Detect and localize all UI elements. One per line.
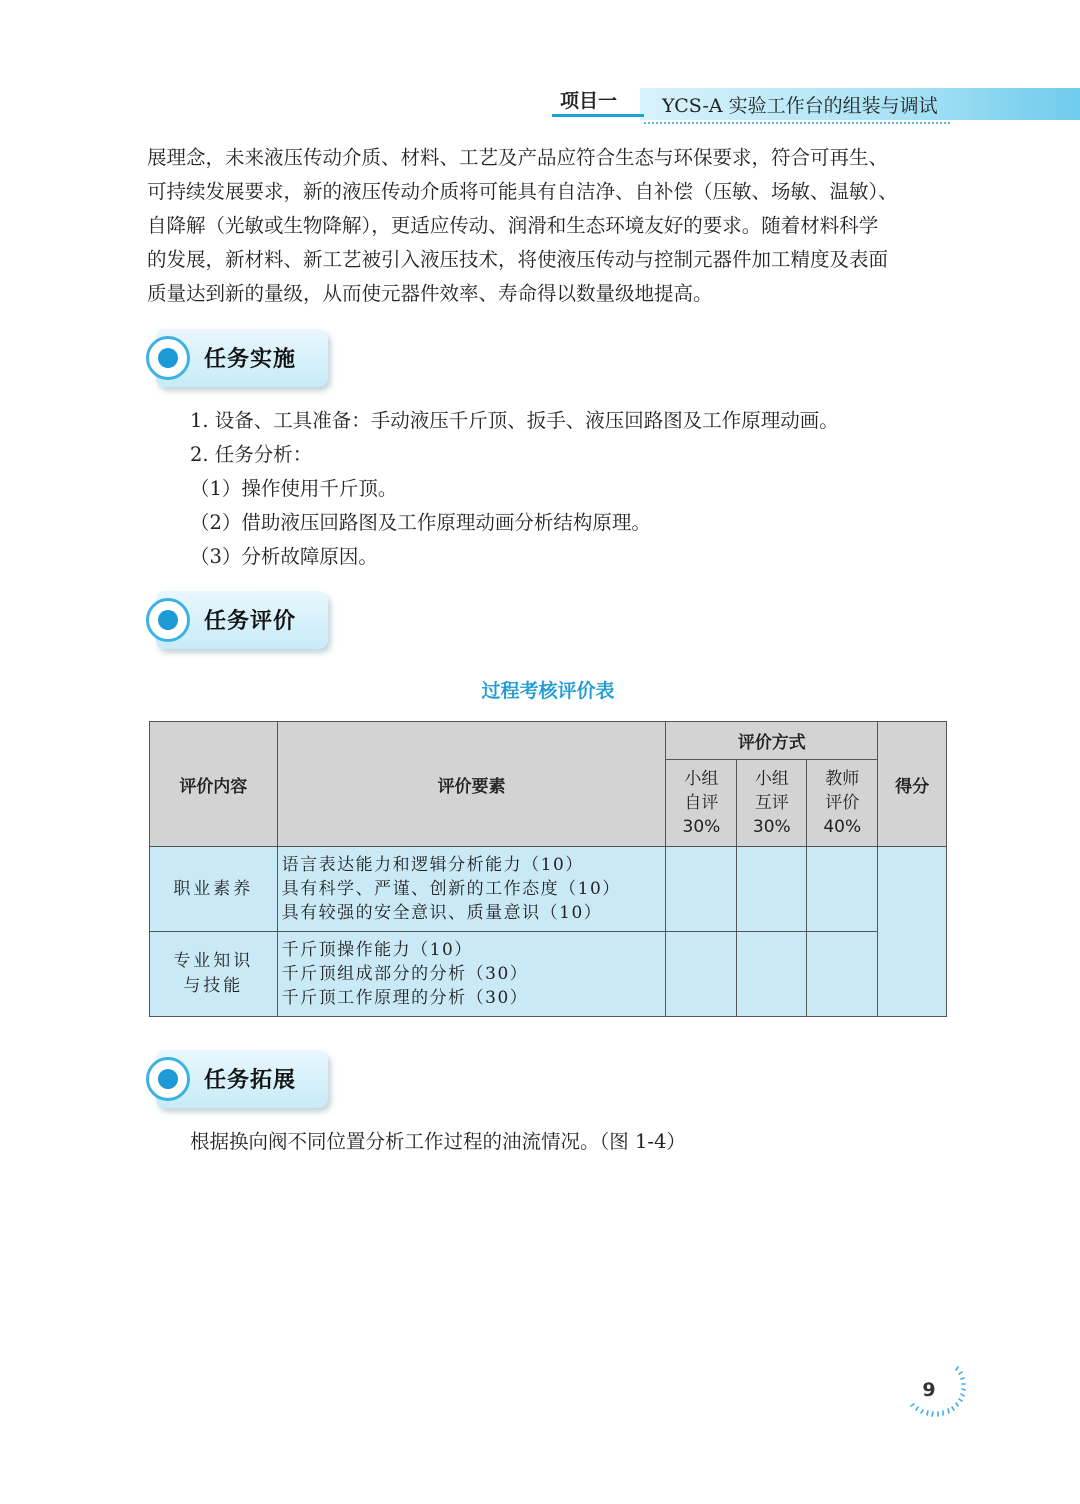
extension-text: 根据换向阀不同位置分析工作过程的油流情况。（图 1-4） [190, 1130, 686, 1153]
section-heading-label: 任务评价 [204, 609, 297, 634]
method-label: 互评 [754, 793, 789, 813]
element-line: 千斤顶工作原理的分析（30） [281, 988, 529, 1008]
score-cell-teacher [807, 932, 878, 1017]
score-cell-self [666, 932, 737, 1017]
bullet-circle-icon [146, 598, 190, 642]
list-item: （2）借助液压回路图及工作原理动画分析结构原理。 [190, 511, 651, 534]
element-line: 具有科学、严谨、创新的工作态度（10） [281, 879, 621, 899]
header-underline [552, 114, 644, 117]
table-row [150, 932, 947, 1017]
intro-line: 自降解（光敏或生物降解），更适应传动、润滑和生态环境友好的要求。随着材料科学 [147, 214, 879, 237]
header-dotted-line [644, 122, 950, 124]
content-label: 与技能 [183, 976, 244, 996]
method-weight: 30% [682, 817, 721, 837]
intro-line: 的发展，新材料、新工艺被引入液压技术，将使液压传动与控制元器件加工精度及表面 [147, 248, 889, 271]
element-line: 千斤顶操作能力（10） [281, 940, 473, 960]
method-weight: 40% [823, 817, 862, 837]
score-cell-peer [737, 932, 807, 1017]
table-row [150, 847, 947, 932]
intro-line: 展理念，未来液压传动介质、材料、工艺及产品应符合生态与环保要求，符合可再生、 [147, 146, 889, 169]
chapter-title: YCS-A 实验工作台的组装与调试 [662, 95, 938, 117]
list-item: 2. 任务分析： [190, 443, 313, 466]
section-heading-implementation [146, 329, 328, 387]
header-method: 评价方式 [666, 722, 878, 760]
section-heading-extension [146, 1050, 328, 1108]
running-header [552, 86, 1080, 126]
bullet-circle-icon [146, 1057, 190, 1101]
element-line: 语言表达能力和逻辑分析能力（10） [281, 855, 584, 875]
header-elements: 评价要素 [277, 722, 666, 847]
method-self [666, 760, 737, 847]
bullet-circle-icon [146, 336, 190, 380]
element-line: 千斤顶组成部分的分析（30） [281, 964, 529, 984]
list-item: 1. 设备、工具准备：手动液压千斤顶、扳手、液压回路图及工作原理动画。 [190, 409, 839, 432]
table-header-row [150, 722, 947, 760]
score-cell-self [666, 847, 737, 932]
header-score: 得分 [878, 722, 947, 847]
score-cell-peer [737, 847, 807, 932]
content-label: 职业素养 [173, 878, 254, 899]
elements-cell [277, 932, 666, 1017]
section-heading-evaluation [146, 591, 328, 649]
method-label: 小组 [684, 769, 719, 789]
content-cell [150, 932, 278, 1017]
method-teacher [807, 760, 878, 847]
elements-cell [277, 847, 666, 932]
page-number: 9 [922, 1379, 936, 1401]
score-cell-teacher [807, 847, 878, 932]
element-line: 具有较强的安全意识、质量意识（10） [281, 903, 603, 923]
list-item: （1）操作使用千斤顶。 [190, 477, 398, 500]
method-label: 评价 [825, 793, 860, 813]
content-label: 专业知识 [173, 951, 254, 971]
method-label: 小组 [754, 769, 789, 789]
header-content: 评价内容 [150, 722, 278, 847]
method-label: 自评 [684, 793, 719, 813]
method-peer [737, 760, 807, 847]
intro-line: 质量达到新的量级，从而使元器件效率、寿命得以数量级地提高。 [147, 282, 713, 305]
table-caption: 过程考核评价表 [481, 680, 615, 702]
section-heading-label: 任务拓展 [204, 1068, 297, 1093]
method-label: 教师 [825, 769, 860, 789]
implementation-list [190, 404, 839, 574]
list-item: （3）分析故障原因。 [190, 545, 378, 568]
method-weight: 30% [752, 817, 791, 837]
intro-line: 可持续发展要求，新的液压传动介质将可能具有自洁净、自补偿（压敏、场敏、温敏）、 [147, 180, 898, 203]
page-number-badge [906, 1364, 966, 1424]
section-heading-label: 任务实施 [204, 347, 297, 372]
evaluation-table [149, 721, 947, 1017]
total-score-cell [878, 847, 947, 1017]
project-label: 项目一 [560, 90, 618, 112]
content-cell [150, 847, 278, 932]
